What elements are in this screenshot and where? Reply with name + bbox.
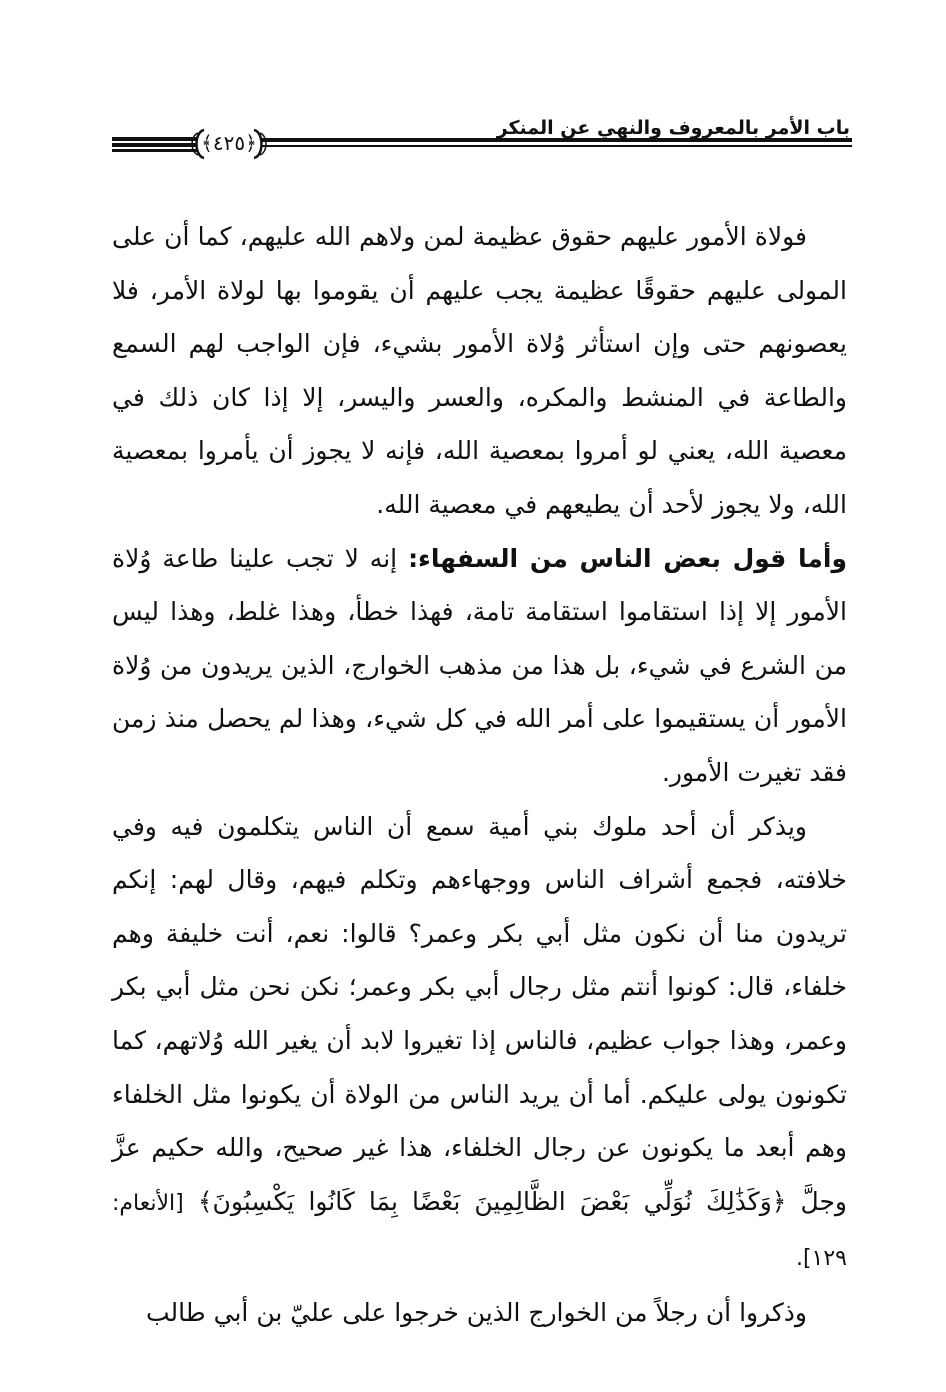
page-number: ﴿٤٢٥﴾ [201,131,257,155]
quran-verse: ﴿وَكَذَٰلِكَ نُوَلِّي بَعْضَ الظَّالِمِينَ بَعْضًا بِمَا كَانُوا يَكْسِبُونَ﴾ [183,1186,801,1216]
page-body [112,210,847,1339]
paragraph [112,1286,847,1340]
paragraph-lead: وأما قول بعض الناس من السفهاء: [408,543,847,573]
paragraph-text: وذكروا أن رجلاً من الخوارج الذين خرجوا على عليّ بن أبي طالب [146,1297,807,1327]
paragraph-text: ويذكر أن أحد ملوك بني أمية سمع أن الناس يتكلمون فيه وفي خلافته، فجمع أشراف الناس ووجهاءهم وتكلم فيهم، وقال لهم: إنكم تريدون منا أن نكون مثل أبي بكر وعمر؟ قالوا: نعم، أنت خليفة وهم خلفاء، قال: كونوا أنتم مثل رجال أبي بكر وعمر؛ نكن نحن مثل أبي بكر وعمر، وهذا جواب عظيم، فالناس إذا تغيروا لابد أن يغير الله وُلاتهم، كما تكونون يولى عليكم. أما أن يريد الناس من الولاة أن يكونوا مثل الخلفاء وهم أبعد ما يكونون عن رجال الخلفاء، هذا غير صحيح، والله حكيم عزَّ وجلَّ [112,811,847,1216]
chapter-title: باب الأمر بالمعروف والنهي عن المنكر [496,117,850,139]
page-header [0,0,946,170]
header-rule-ornament [0,0,946,170]
paragraph-text: فولاة الأمور عليهم حقوق عظيمة لمن ولاهم الله عليهم، كما أن على المولى عليهم حقوقًا عظيمة يجب عليهم أن يقوموا بها لولاة الأمر، فلا يعصونهم حتى وإن استأثر وُلاة الأمور بشيء، فإن الواجب لهم السمع والطاعة في المنشط والمكره، والعسر واليسر، إلا إذا كان ذلك في معصية الله، يعني لو أمروا بمعصية الله، فإنه لا يجوز أن يأمروا بمعصية الله، ولا يجوز لأحد أن يطيعهم في معصية الله. [112,222,847,519]
paragraph-text: إنه لا تجب علينا طاعة وُلاة الأمور إلا إذا استقاموا استقامة تامة، فهذا خطأ، وهذا غلط، وهذا ليس من الشرع في شيء، بل هذا من مذهب الخوارج، الذين يريدون من وُلاة الأمور أن يستقيموا على أمر الله في كل شيء، وهذا لم يحصل منذ زمن فقد تغيرت الأمور. [112,543,847,787]
paragraph [112,210,847,532]
paragraph [112,800,847,1286]
verse-citation: [الأنعام: ١٢٩]. [112,1190,847,1272]
paragraph [112,532,847,800]
